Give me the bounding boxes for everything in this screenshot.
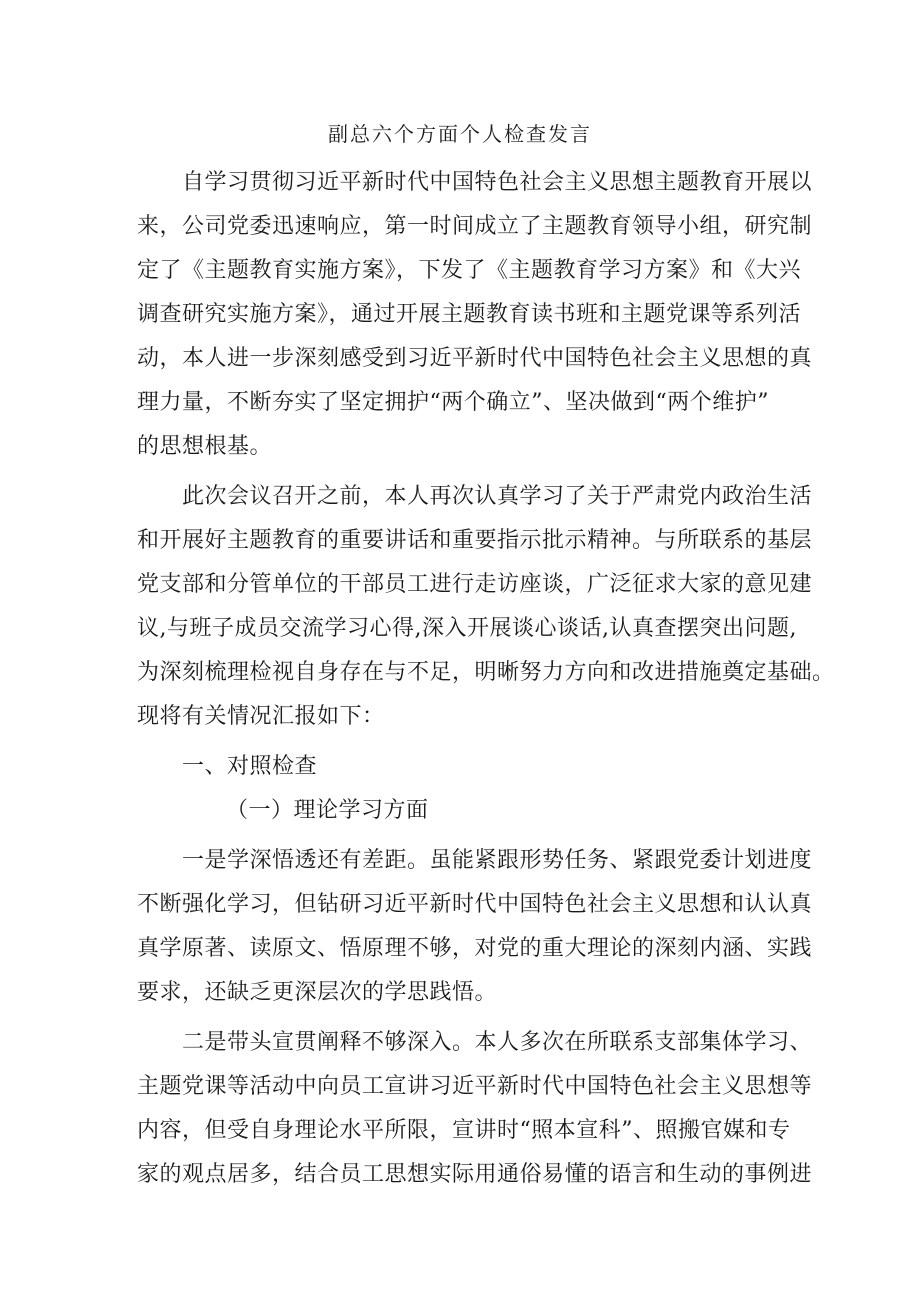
paragraph-line: 调查研究实施方案》，通过开展主题教育读书班和主题党课等系列活	[137, 302, 802, 327]
paragraph-line: 真学原著、读原文、悟原理不够，对党的重大理论的深刻内涵、实践	[137, 936, 813, 961]
subsection-heading: （一）理论学习方面	[226, 798, 429, 823]
paragraph-line: 为深刻梳理检视自身存在与不足，明晰努力方向和改进措施奠定基础。	[137, 660, 835, 685]
paragraph-line: 党支部和分管单位的干部员工进行走访座谈，广泛征求大家的意见建	[137, 572, 813, 597]
document-title: 副总六个方面个人检查发言	[328, 122, 592, 146]
paragraph-line: 自学习贯彻习近平新时代中国特色社会主义思想主题教育开展以	[182, 170, 813, 195]
paragraph-line: 定了《主题教育实施方案》，下发了《主题教育学习方案》和《大兴	[137, 258, 802, 283]
paragraph-line: 此次会议召开之前，本人再次认真学习了关于严肃党内政治生活	[182, 484, 813, 509]
paragraph-line: 的思想根基。	[137, 434, 273, 459]
paragraph-line: 主题党课等活动中向员工宣讲习近平新时代中国特色社会主义思想等	[137, 1074, 813, 1099]
paragraph-line: 动，本人进一步深刻感受到习近平新时代中国特色社会主义思想的真	[137, 346, 813, 371]
paragraph-line: 理力量，不断夯实了坚定拥护“两个确立”、坚决做到“两个维护”	[137, 390, 769, 415]
paragraph-line: 议,与班子成员交流学习心得,深入开展谈心谈话,认真查摆突出问题,	[137, 616, 797, 641]
paragraph-line: 内容，但受自身理论水平所限，宣讲时“照本宣科”、照搬官媒和专	[137, 1118, 791, 1143]
paragraph-line: 一是学深悟透还有差距。虽能紧跟形势任务、紧跟党委计划进度	[182, 848, 813, 873]
paragraph-line: 要求，还缺乏更深层次的学思践悟。	[137, 980, 498, 1005]
paragraph-line: 现将有关情况汇报如下：	[137, 704, 385, 729]
paragraph-line: 二是带头宣贯阐释不够深入。本人多次在所联系支部集体学习、	[182, 1030, 813, 1055]
paragraph-line: 和开展好主题教育的重要讲话和重要指示批示精神。与所联系的基层	[137, 528, 813, 553]
section-heading: 一、对照检查	[182, 754, 318, 779]
paragraph-line: 不断强化学习，但钻研习近平新时代中国特色社会主义思想和认认真	[137, 892, 813, 917]
paragraph-line: 家的观点居多，结合员工思想实际用通俗易懂的语言和生动的事例进	[137, 1162, 813, 1187]
paragraph-line: 来，公司党委迅速响应，第一时间成立了主题教育领导小组，研究制	[137, 214, 813, 239]
